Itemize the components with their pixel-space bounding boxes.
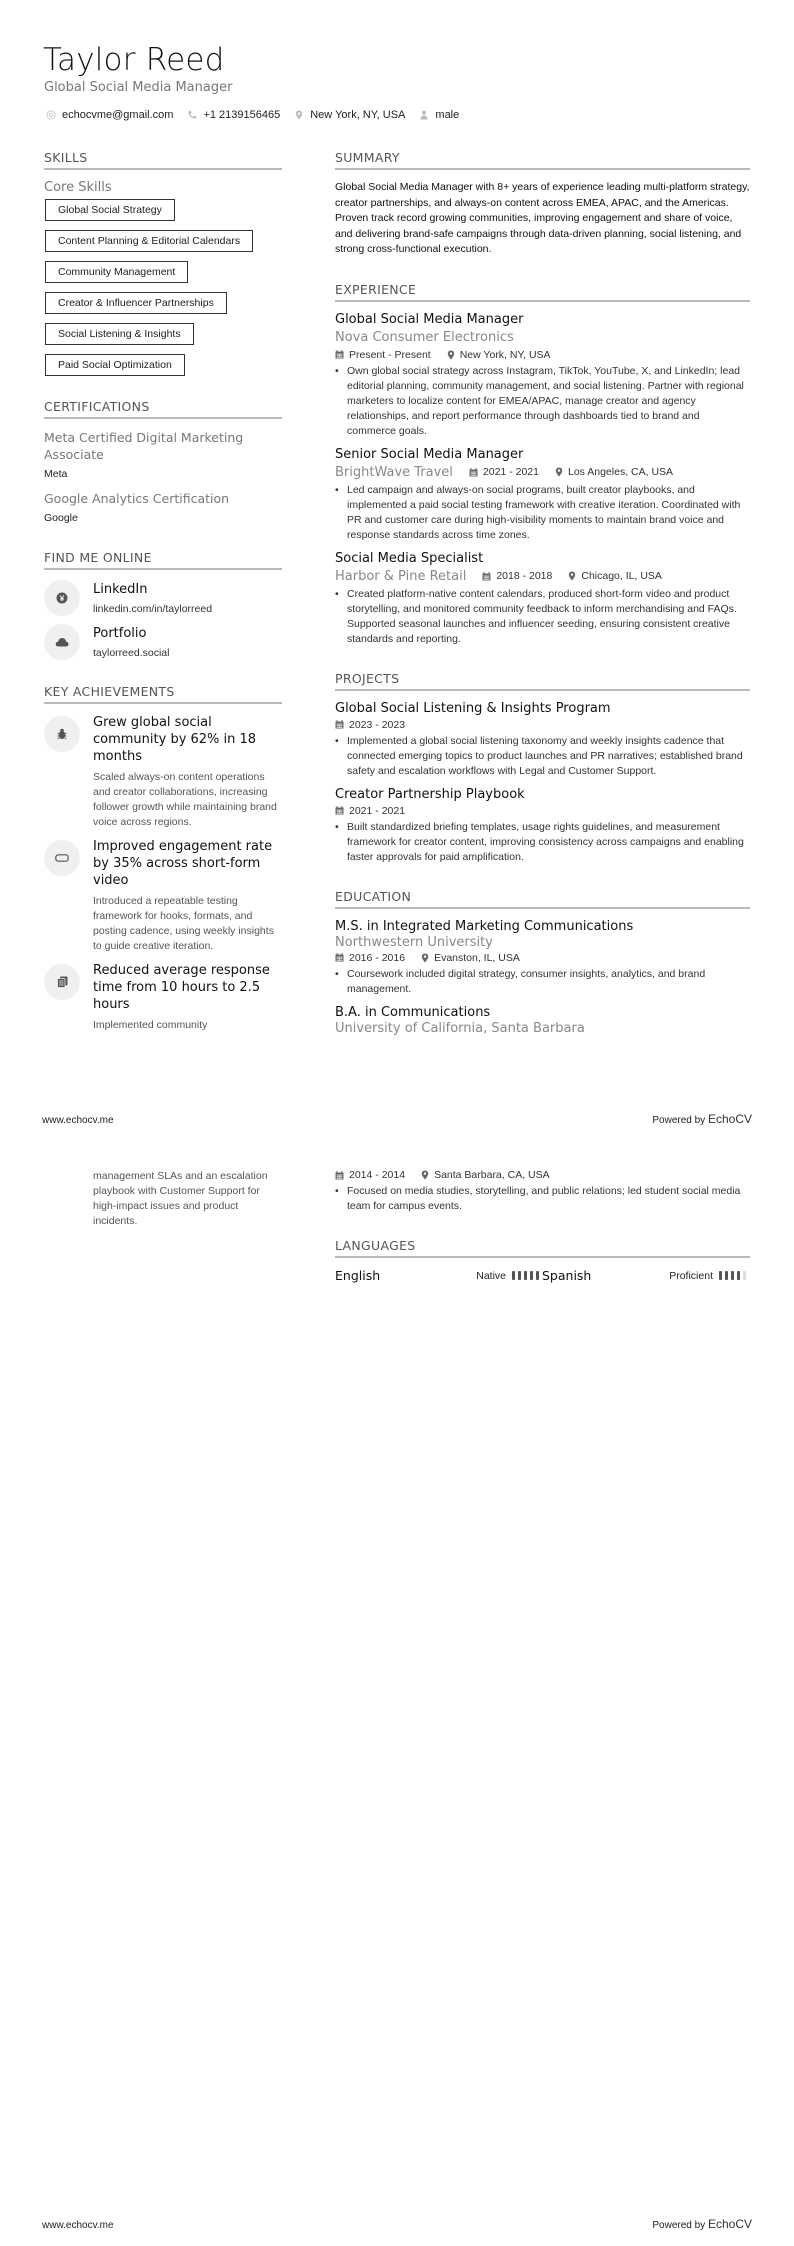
education-dates: 2016 - 2016: [349, 951, 406, 964]
section-heading: EDUCATION: [335, 889, 750, 909]
job-location: New York, NY, USA: [459, 348, 551, 361]
resume-page-2: [0, 1135, 794, 2246]
job-dates: 2021 - 2021: [482, 466, 539, 478]
right-column: [335, 150, 750, 1044]
education-description: Coursework included digital strategy, consumer insights, analytics, and brand management.: [347, 967, 706, 995]
company-name: BrightWave Travel: [335, 464, 453, 480]
online-url[interactable]: linkedin.com/in/taylorreed: [93, 603, 213, 615]
job-title: Social Media Specialist: [335, 550, 484, 566]
location-icon: [421, 953, 429, 963]
language-name: English: [335, 1268, 381, 1283]
projects-section: [335, 671, 750, 865]
footer-brand: EchoCV: [707, 1112, 752, 1126]
achievement-desc-continued: management SLAs and an escalation playbook with Customer Support for high-impact issues and product incidents.: [93, 1170, 268, 1227]
proficiency-bars: [719, 1271, 749, 1280]
skill-tag: Content Planning & Editorial Calendars: [45, 230, 253, 252]
calendar-icon: [335, 720, 344, 729]
contact-gender: [419, 109, 459, 121]
achievement-item: [44, 838, 282, 954]
education-dates: 2014 - 2014: [349, 1169, 406, 1181]
achievements-section: [44, 684, 282, 1033]
proficiency-bars: [512, 1271, 542, 1280]
section-heading: FIND ME ONLINE: [44, 550, 282, 570]
cert-issuer: Google: [44, 512, 78, 524]
skill-tag: Creator & Influencer Partnerships: [45, 292, 227, 314]
calendar-icon: [335, 953, 344, 962]
location-icon: [421, 1170, 429, 1180]
section-heading: EXPERIENCE: [335, 282, 750, 302]
skill-tag: Global Social Strategy: [45, 199, 175, 221]
calendar-icon: [335, 350, 344, 359]
language-item: [335, 1268, 542, 1283]
section-heading: KEY ACHIEVEMENTS: [44, 684, 282, 704]
section-heading: CERTIFICATIONS: [44, 399, 282, 419]
achievement-title: Reduced average response time from 10 hours to 2.5 hours: [93, 963, 270, 1012]
job-location: Los Angeles, CA, USA: [567, 466, 674, 478]
language-item: [542, 1268, 749, 1283]
candidate-title: Global Social Media Manager: [44, 80, 233, 95]
location-icon: [555, 467, 563, 477]
footer-site-link[interactable]: www.echocv.me: [42, 2220, 114, 2231]
job-description: Created platform-native content calendars, produced short-form video and product storytelling, and monitored community feedback to inform merchandising and FAQs. Supported seasonal launches and influencer seeding, ensuring consistent creative standards and reporting.: [347, 587, 737, 645]
project-title: Creator Partnership Playbook: [335, 786, 525, 802]
school-name: Northwestern University: [335, 934, 493, 950]
bug-icon: [44, 716, 80, 752]
experience-section: [335, 282, 750, 647]
certifications-section: [44, 399, 282, 524]
left-column: [44, 150, 282, 1041]
achievement-item: [44, 962, 282, 1033]
job-title: Global Social Media Manager: [335, 311, 524, 327]
experience-entry: Global Social Media Manager Nova Consumer Electronics Present - Present New York, NY, USA • Own global social strategy across Instagram, TikTok, YouTube, X, and LinkedIn; lead editorial planning, community management, and social listening. Partner with regional marketers to localize content for EMEA/APAC, manage creator and agency relationships, and report performance through dashboards tied to brand and commerce goals.: [335, 312, 750, 439]
experience-entry: Senior Social Media Manager BrightWave Travel 2021 - 2021 Los Angeles, CA, USA • Led campaign and always-on social programs, built creator playbooks, and implemented a paid social testing framework with creative iteration. Coordinated with PR and customer care during high-visibility moments to maintain brand voice and response standards across time zones.: [335, 447, 750, 543]
achievement-title: Improved engagement rate by 35% across short-form video: [93, 839, 273, 888]
achievement-title: Grew global social community by 62% in 18 months: [93, 715, 257, 764]
location-icon: [294, 110, 304, 120]
company-name: Nova Consumer Electronics: [335, 329, 514, 345]
contact-location-text: New York, NY, USA: [310, 109, 406, 121]
calendar-icon: [335, 806, 344, 815]
section-heading: PROJECTS: [335, 671, 750, 691]
education-section: [335, 889, 750, 1036]
footer-site-link[interactable]: www.echocv.me: [42, 1115, 114, 1126]
achievement-desc: Implemented community: [93, 1019, 208, 1031]
achievement-item: [44, 714, 282, 830]
project-description: Implemented a global social listening taxonomy and weekly insights cadence that connected emerging topics to product launches and PR narratives; established brand safety and escalation workflows with Legal and Customer Support.: [347, 734, 743, 777]
experience-entry: Social Media Specialist Harbor & Pine Retail 2018 - 2018 Chicago, IL, USA • Created platform-native content calendars, produced short-form video and product storytelling, and monitored community feedback to inform merchandising and FAQs. Supported seasonal launches and influencer seeding, ensuring consistent creative standards and reporting.: [335, 551, 750, 647]
skills-subheading: Core Skills: [44, 180, 112, 195]
section-heading: SUMMARY: [335, 150, 750, 170]
phone-icon: [187, 110, 197, 120]
project-dates: 2021 - 2021: [349, 804, 406, 817]
project-dates: 2023 - 2023: [349, 718, 406, 731]
page-footer: [42, 2217, 752, 2231]
achievement-desc: Introduced a repeatable testing framework for hooks, formats, and posting cadence, using weekly insights to guide creative iteration.: [93, 895, 274, 952]
project-entry: Global Social Listening & Insights Program 2023 - 2023 • Implemented a global social listening taxonomy and weekly insights cadence that connected emerging topics to product launches and PR narratives; established brand safety and escalation workflows with Legal and Customer Support.: [335, 701, 750, 779]
language-name: Spanish: [542, 1268, 592, 1283]
rectangle-icon: [44, 840, 80, 876]
left-column-continued: [93, 1169, 283, 1229]
job-description: Led campaign and always-on social programs, built creator playbooks, and implemented a paid social testing framework with creative iteration. Coordinated with PR and customer care during high-visibility moments to maintain brand voice and response standards across time zones.: [347, 483, 741, 541]
school-name: University of California, Santa Barbara: [335, 1020, 585, 1036]
skill-tag: Community Management: [45, 261, 188, 283]
project-description: Built standardized briefing templates, usage rights guidelines, and measurement framework for creator content, improving consistency across campaigns and enabling faster approvals for paid amplification.: [347, 820, 744, 863]
skills-section: [44, 150, 282, 385]
contact-phone-text: +1 2139156465: [203, 109, 281, 121]
online-url[interactable]: taylorreed.social: [93, 647, 170, 659]
language-level: Native: [476, 1269, 506, 1282]
summary-section: [335, 150, 750, 258]
at-icon: [46, 110, 56, 120]
clipboard-icon: [44, 964, 80, 1000]
job-description: Own global social strategy across Instagram, TikTok, YouTube, X, and LinkedIn; lead editorial planning, community management, and social listening. Partner with regional marketers to localize content for EMEA/APAC, manage creator and agency relationships, and report performance through dashboards tied to brand and commerce goals.: [347, 364, 744, 437]
skill-tag: Paid Social Optimization: [45, 354, 185, 376]
section-heading: SKILLS: [44, 150, 282, 170]
job-location: Chicago, IL, USA: [581, 570, 662, 582]
footer-powered-by[interactable]: Powered by EchoCV: [652, 2217, 752, 2231]
job-dates: 2018 - 2018: [496, 570, 553, 582]
education-location: Evanston, IL, USA: [434, 951, 520, 964]
online-item-linkedin[interactable]: [44, 580, 282, 616]
calendar-icon: [482, 572, 491, 581]
cloud-icon: [44, 624, 80, 660]
cert-issuer: Meta: [44, 468, 68, 480]
candidate-name: Taylor Reed: [43, 42, 225, 78]
calendar-icon: [469, 468, 478, 477]
language-level: Proficient: [669, 1269, 713, 1282]
section-heading: LANGUAGES: [335, 1238, 750, 1258]
footer-brand: EchoCV: [707, 2217, 752, 2231]
degree: B.A. in Communications: [335, 1004, 491, 1020]
online-item-portfolio[interactable]: [44, 624, 282, 660]
education-meta-continued: [335, 1169, 750, 1181]
right-column-continued: 2014 - 2014 Santa Barbara, CA, USA • Focused on media studies, storytelling, and public relations; led student social media team for campus events. LANGUAGES English Native Spanish Proficient: [335, 1169, 750, 1283]
achievement-desc: Scaled always-on content operations and creator collaborations, increasing follower growth while maintaining brand voice across regions.: [93, 771, 277, 828]
online-title: LinkedIn: [93, 582, 148, 597]
cert-name: Google Analytics Certification: [44, 491, 230, 506]
contact-email[interactable]: [46, 109, 173, 121]
online-title: Portfolio: [93, 626, 147, 641]
contact-location: [294, 109, 405, 121]
cert-name: Meta Certified Digital Marketing Associate: [44, 430, 244, 462]
education-entry: M.S. in Integrated Marketing Communications Northwestern University 2016 - 2016 Evanston, IL, USA • Coursework included digital strategy, consumer insights, analytics, and brand management.: [335, 919, 750, 997]
degree: M.S. in Integrated Marketing Communications: [335, 918, 634, 934]
summary-text: Global Social Media Manager with 8+ years of experience leading multi-platform strategy, creator partnerships, and always-on content across EMEA, APAC, and the Americas. Proven track record growing communities, improving engagement and share of voice, and delivering brand-safe campaigns through data-driven planning, social listening, and strong cross-functional execution.: [335, 181, 750, 255]
project-entry: Creator Partnership Playbook 2021 - 2021 • Built standardized briefing templates, usage rights guidelines, and measurement framework for creator content, improving consistency across campaigns and enabling faster approvals for paid amplification.: [335, 787, 750, 865]
company-name: Harbor & Pine Retail: [335, 568, 467, 584]
person-icon: [419, 110, 429, 120]
calendar-icon: [335, 1171, 344, 1180]
page-footer: [42, 1112, 752, 1126]
location-icon: [568, 571, 576, 581]
contact-row: [46, 109, 473, 121]
education-description: Focused on media studies, storytelling, and public relations; led student social media team for campus events.: [347, 1185, 741, 1212]
online-section: [44, 550, 282, 660]
contact-phone[interactable]: [187, 109, 280, 121]
contact-email-text: echocvme@gmail.com: [62, 109, 174, 121]
location-icon: [447, 350, 455, 360]
skill-tag: Social Listening & Insights: [45, 323, 194, 345]
languages-section: [335, 1238, 750, 1283]
job-title: Senior Social Media Manager: [335, 446, 524, 462]
project-title: Global Social Listening & Insights Program: [335, 700, 611, 716]
job-dates: Present - Present: [349, 348, 431, 361]
contact-gender-text: male: [435, 109, 460, 121]
education-location: Santa Barbara, CA, USA: [434, 1169, 550, 1181]
linkedin-icon: [44, 580, 80, 616]
footer-powered-by[interactable]: Powered by EchoCV: [652, 1112, 752, 1126]
education-entry: [335, 1005, 750, 1036]
